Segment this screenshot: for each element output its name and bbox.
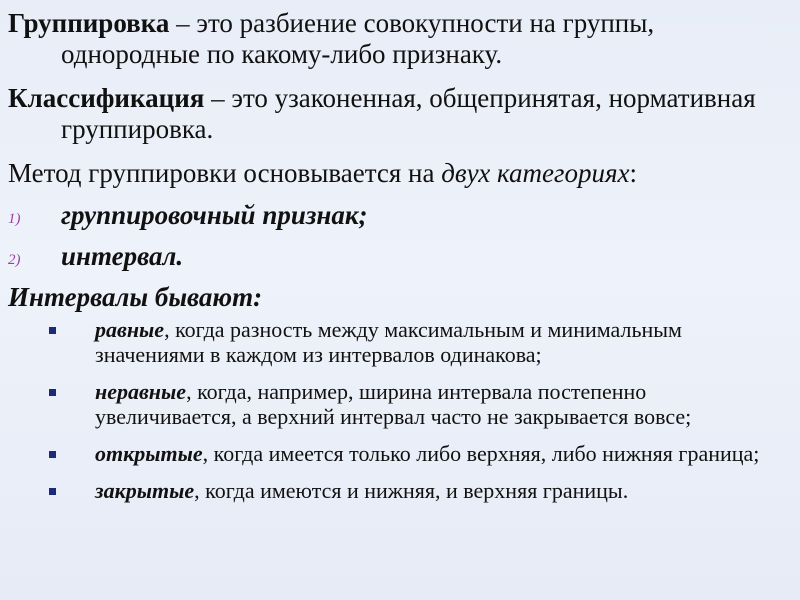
numbered-marker: 1) [8,211,21,227]
square-bullet-icon [49,488,56,495]
numbered-item [8,200,774,231]
numbered-item [8,241,774,272]
method-prefix: Метод группировки основывается на [8,158,442,188]
bullet-item-unequal [8,379,774,429]
definition-text: – это узаконенная, общепринятая, нормативная группировка. [61,83,756,144]
numbered-marker: 2) [8,252,21,268]
bullet-item-closed [8,478,774,503]
square-bullet-icon [49,327,56,334]
square-bullet-icon [49,451,56,458]
bullet-item-open [8,441,774,466]
square-bullet-icon [49,389,56,396]
method-emphasis: двух категориях [441,158,630,188]
definition-text: – это разбиение совокупности на группы, однородные по какому-либо признаку. [61,8,655,69]
interval-description: , когда, например, ширина интервала постепенно увеличивается, а верхний интервал часто не закрывается вовсе; [95,379,692,429]
method-statement [8,158,774,189]
definition-term: Группировка [8,8,170,38]
interval-description: , когда разность между максимальным и минимальным значениями в каждом из интервалов одинакова; [95,317,682,367]
definition-term: Классификация [8,83,205,113]
bullet-item-equal [8,317,774,367]
numbered-item-text: интервал. [61,241,184,271]
interval-term: неравные [95,379,187,404]
method-suffix: : [629,158,638,188]
interval-description: , когда имеется только либо верхняя, либо нижняя граница; [202,441,760,466]
interval-term: закрытые [95,478,195,503]
interval-description: , когда имеются и нижняя, и верхняя границы. [194,478,629,503]
numbered-item-text: группировочный признак; [61,200,368,230]
definition-classification [8,83,774,145]
interval-term: открытые [95,441,203,466]
intervals-heading: Интервалы бывают: [8,282,263,312]
definition-grouping [8,8,774,70]
interval-term: равные [95,317,165,342]
